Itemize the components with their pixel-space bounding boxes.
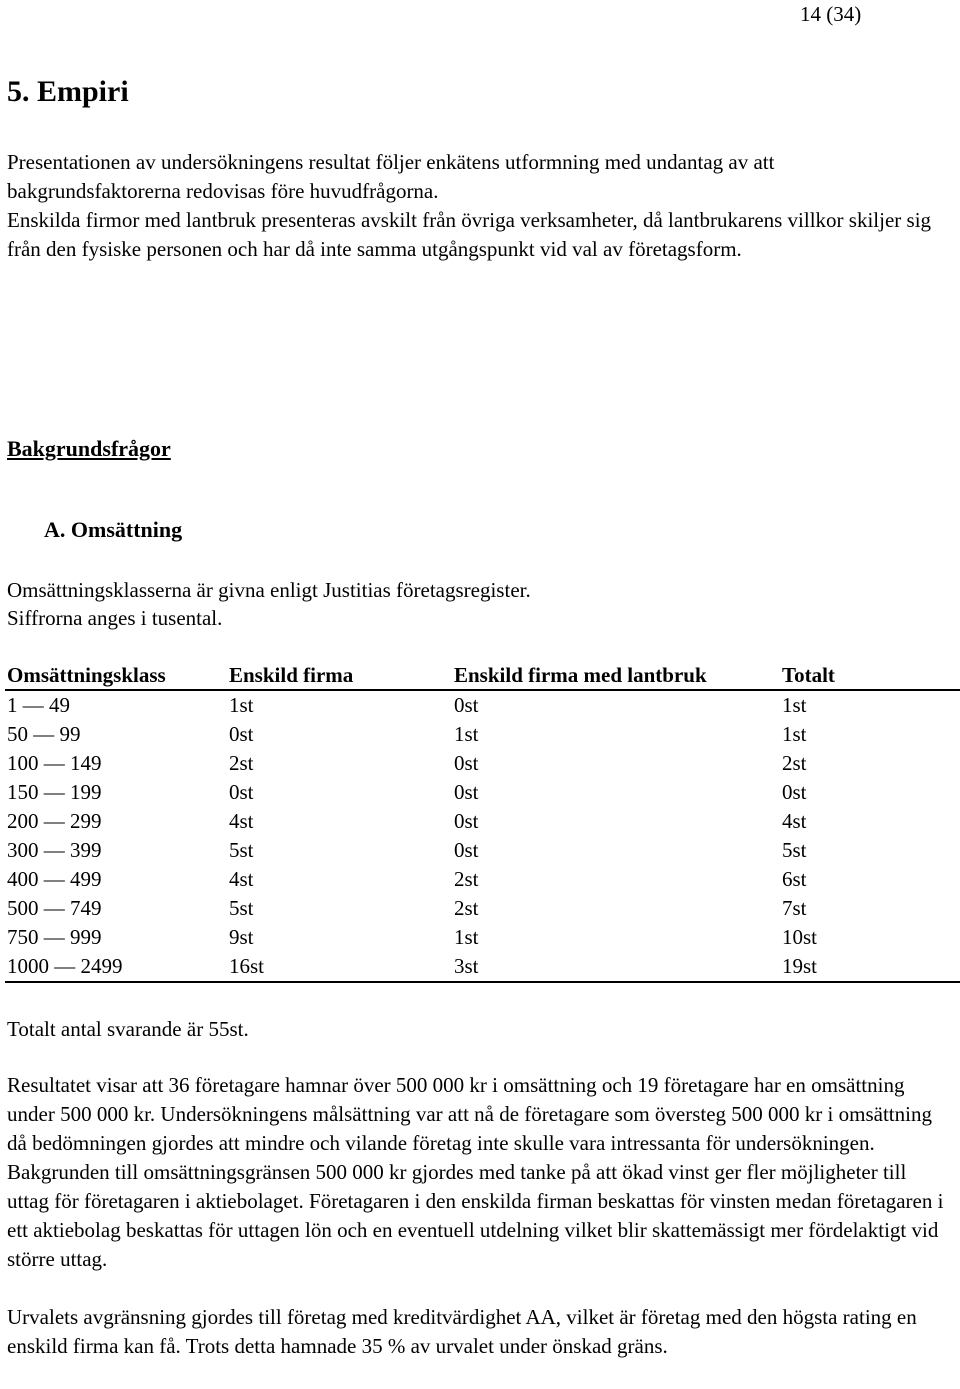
table-cell: 9st <box>229 925 254 949</box>
table-note: Siffrorna anges i tusental. <box>7 606 223 630</box>
table-cell: 2st <box>782 751 807 775</box>
table-cell: 400 — 499 <box>7 867 102 891</box>
table-cell: 19st <box>780 952 960 982</box>
table-row <box>5 923 960 952</box>
table-cell: 6st <box>782 867 807 891</box>
table-header-cell: Omsättningsklass <box>5 661 227 690</box>
table-cell: 1st <box>454 722 479 746</box>
table-header-cell: Enskild firma med lantbruk <box>452 661 780 690</box>
table-header-cell: Enskild firma <box>227 661 452 690</box>
table-cell: 500 — 749 <box>7 896 102 920</box>
table-cell: 300 — 399 <box>7 838 102 862</box>
table-row <box>5 720 960 749</box>
table-cell: 2st <box>229 751 254 775</box>
table-cell: 0st <box>229 722 254 746</box>
chapter-title: 5. Empiri <box>7 75 129 108</box>
table-row <box>5 807 960 836</box>
table-cell: 750 — 999 <box>7 925 102 949</box>
table-note: Omsättningsklasserna är givna enligt Justitias företagsregister. <box>7 578 531 602</box>
subsection-heading: A. Omsättning <box>44 517 183 542</box>
intro-paragraph: Presentationen av undersökningens resultat följer enkätens utformning med undantag av att bakgrundsfaktorerna redovisas före huvudfrågorna. <box>7 150 775 203</box>
table-row <box>5 865 960 894</box>
table-cell: 1st <box>782 722 807 746</box>
intro-paragraph: Enskilda firmor med lantbruk presenteras avskilt från övriga verksamheter, då lantbrukarens villkor skiljer sig från den fysiske personen och har då inte samma utgångspunkt vid val av företagsform. <box>7 208 932 261</box>
table-cell: 0st <box>454 693 479 717</box>
table-cell: 1st <box>454 925 479 949</box>
section-heading: Bakgrundsfrågor <box>7 436 171 461</box>
table-cell: 50 — 99 <box>7 722 81 746</box>
table-cell: 0st <box>454 751 479 775</box>
table-row <box>5 690 960 720</box>
table-row <box>5 952 960 982</box>
table-cell: 150 — 199 <box>7 780 102 804</box>
results-paragraph: Urvalets avgränsning gjordes till företag med kreditvärdighet AA, vilket är företag med den högsta rating en enskild firma kan få. Trots detta hamnade 35 % av urvalet under önskad gräns. <box>7 1305 917 1358</box>
table-header-cell: Totalt <box>780 661 960 690</box>
total-respondents: Totalt antal svarande är 55st. <box>7 1017 249 1041</box>
table-cell: 7st <box>782 896 807 920</box>
table-header-row <box>5 661 960 690</box>
table-cell: 5st <box>782 838 807 862</box>
table-cell: 4st <box>229 809 254 833</box>
table-cell: 2st <box>454 867 479 891</box>
table-cell: 100 — 149 <box>7 751 102 775</box>
table-row <box>5 836 960 865</box>
table-cell: 2st <box>454 896 479 920</box>
table-cell: 200 — 299 <box>7 809 102 833</box>
table-cell: 5st <box>229 896 254 920</box>
table-cell: 10st <box>782 925 818 949</box>
table-row <box>5 894 960 923</box>
table-cell: 1 — 49 <box>7 693 70 717</box>
table-row <box>5 778 960 807</box>
table-cell: 0st <box>229 780 254 804</box>
table-cell: 4st <box>229 867 254 891</box>
table-cell: 5st <box>229 838 254 862</box>
table-cell: 1st <box>782 693 807 717</box>
table-cell: 16st <box>227 952 452 982</box>
table-row <box>5 749 960 778</box>
table-cell: 4st <box>782 809 807 833</box>
table-cell: 0st <box>454 838 479 862</box>
table-cell: 0st <box>454 809 479 833</box>
table-cell: 1st <box>229 693 254 717</box>
page-number: 14 (34) <box>800 2 862 26</box>
results-paragraph: Resultatet visar att 36 företagare hamnar över 500 000 kr i omsättning och 19 företagare har en omsättning under 500 000 kr. Undersökningens målsättning var att nå de företagare som översteg 500 000 kr i omsättning då bedömningen gjordes att mindre och vilande företag inte skulle vara intressanta för undersökningen. Bakgrunden till omsättningsgränsen 500 000 kr gjordes med tanke på att ökad vinst ger fler möjligheter till uttag för företagaren i aktiebolaget. Företagaren i den enskilda firman beskattas för vinsten medan företagaren i ett aktiebolag beskattas för uttagen lön och en eventuell utdelning vilket blir skattemässigt mer fördelaktigt vid större uttag. <box>7 1073 944 1271</box>
table-cell: 3st <box>452 952 780 982</box>
table-cell: 0st <box>454 780 479 804</box>
table-cell: 1000 — 2499 <box>5 952 227 982</box>
table-cell: 0st <box>782 780 807 804</box>
revenue-class-table <box>5 661 960 983</box>
